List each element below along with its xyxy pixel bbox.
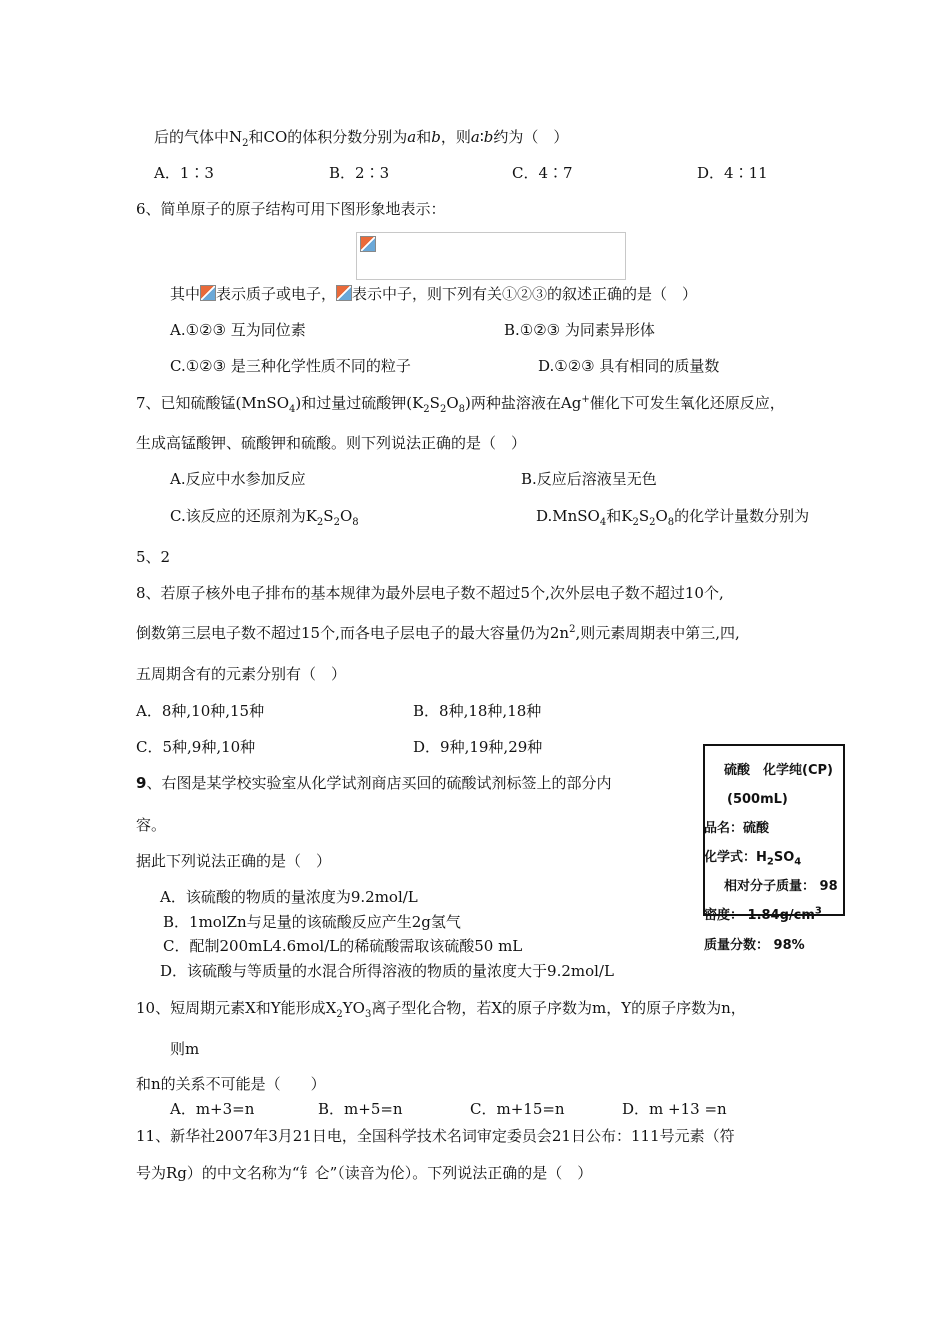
q10-stem-line2: 则m: [170, 1040, 200, 1058]
q8-option-a: A．8种,10种,15种: [136, 702, 265, 720]
label-title: 硫酸 化学纯(CP): [724, 763, 833, 778]
q9-option-b: B．1molZn与足量的该硫酸反应产生2g氢气: [163, 913, 461, 931]
q9-stem-line1b: 容。: [136, 816, 167, 834]
label-molecular-weight: 相对分子质量： 98: [724, 879, 838, 894]
q5-option-d: D．4∶11: [697, 164, 768, 182]
q7-option-a: A.反应中水参加反应: [170, 470, 306, 488]
q10-option-b: B．m+5=n: [318, 1100, 403, 1118]
q9-option-a: A．该硫酸的物质的量浓度为9.2mol/L: [160, 888, 418, 906]
q7-stem-line2: 生成高锰酸钾、硫酸钾和硫酸。则下列说法正确的是（ ）: [136, 434, 527, 452]
proton-electron-symbol-icon: [200, 285, 216, 301]
atom-structure-figure: [356, 232, 626, 280]
label-volume: (500mL): [727, 792, 788, 807]
label-name: 品名：硫酸: [704, 821, 770, 836]
broken-image-icon: [360, 236, 376, 252]
q8-option-c: C．5种,9种,10种: [136, 738, 256, 756]
q7-option-c: C.该反应的还原剂为$K_2S_2O_8$: [170, 507, 359, 528]
q10-stem-line1: 10、短周期元素X和Y能形成$X_2YO_3$离子型化合物，若X的原子序数为m，Y的原子序数为n，: [136, 999, 746, 1020]
q6-option-c: C.①②③ 是三种化学性质不同的粒子: [170, 357, 411, 375]
q5-option-b: B．2∶3: [329, 164, 390, 182]
q5-option-c: C．4∶7: [512, 164, 573, 182]
q8-option-d: D．9种,19种,29种: [413, 738, 543, 756]
q10-option-c: C．m+15=n: [470, 1100, 565, 1118]
label-density: 密度： $1.84g/cm^3$: [704, 905, 822, 923]
q10-stem-line3: 和n的关系不可能是（ ）: [136, 1075, 326, 1093]
q6-option-b: B.①②③ 为同素异形体: [504, 321, 655, 339]
q11-stem-line2: 号为Rg）的中文名称为“钅仑”（读音为伦）。下列说法正确的是（ ）: [136, 1164, 593, 1182]
q10-option-a: A．m+3=n: [170, 1100, 255, 1118]
q8-stem-line3: 五周期含有的元素分别有（ ）: [136, 665, 347, 683]
q9-option-c: C．配制200mL4.6mol/L的稀硫酸需取该硫酸50 mL: [163, 937, 523, 955]
q7-option-d-continuation: 5、2: [136, 548, 171, 566]
q7-option-b: B.反应后溶液呈无色: [521, 470, 657, 488]
q6-option-d: D.①②③ 具有相同的质量数: [538, 357, 720, 375]
q8-stem-line1: 8、若原子核外电子排布的基本规律为最外层电子数不超过5个,次外层电子数不超过10个,: [136, 584, 724, 602]
q8-option-b: B．8种,18种,18种: [413, 702, 542, 720]
q7-option-d: D.MnSO$_4$和$K_2S_2O_8$的化学计量数分别为: [536, 507, 810, 528]
label-mass-fraction: 质量分数： 98%: [704, 938, 805, 953]
q5-option-a: A．1∶3: [154, 164, 214, 182]
q6-option-a: A.①②③ 互为同位素: [170, 321, 306, 339]
q6-stem: 6、简单原子的原子结构可用下图形象地表示：: [136, 200, 446, 218]
q5-stem: 后的气体中$N_2$和CO的体积分数分别为a和b，则a∶b约为（ ）: [154, 128, 569, 149]
q7-stem-line1: 7、已知硫酸锰(MnSO$_4$)和过量过硫酸钾$(K_2S_2O_8)$两种盐溶液在Ag+催化下可发生氧化还原反应，: [136, 394, 785, 415]
q10-option-d: D．m +13 =n: [622, 1100, 727, 1118]
q9-option-d: D．该硫酸与等质量的水混合所得溶液的物质的量浓度大于9.2mol/L: [160, 962, 614, 980]
q8-stem-line2: 倒数第三层电子数不超过15个,而各电子层电子的最大容量仍为$2n^2$,则元素周期表中第三,四,: [136, 624, 740, 642]
q6-description: 其中 表示质子或电子， 表示中子，则下列有关①②③的叙述正确的是（ ）: [170, 285, 698, 303]
q9-stem-line2: 据此下列说法正确的是（ ）: [136, 852, 332, 870]
label-formula: 化学式：$H_2SO_4$: [704, 850, 802, 868]
q9-stem-line1: 9、右图是某学校实验室从化学试剂商店买回的硫酸试剂标签上的部分内: [136, 774, 612, 792]
q11-stem-line1: 11、新华社2007年3月21日电，全国科学技术名词审定委员会21日公布：111号元素（符: [136, 1127, 735, 1145]
neutron-symbol-icon: [336, 285, 352, 301]
